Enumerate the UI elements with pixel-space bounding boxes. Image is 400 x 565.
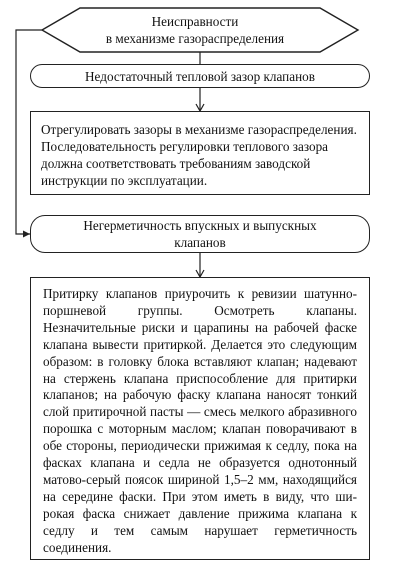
- fault-label-valve-leak: Негерметичность впускных и выпускных клапанов: [83, 218, 317, 250]
- fault-node-valve-leak: [30, 215, 370, 253]
- action-node-lapping: [30, 277, 370, 560]
- arrowhead-fault2: [23, 231, 30, 238]
- action-node-adjust-gaps: [30, 111, 370, 195]
- fault-node-thermal-gap: [30, 64, 370, 88]
- action-text-adjust-gaps: Отрегулировать зазоры в механизме газораспределения. Последовательность регулировки теплового зазора должна соответствовать требованиям заводской инструкции по эксплуатации.: [41, 122, 357, 188]
- action-text-lapping: Притирку клапанов приурочить к ревизии шатунно-поршневой группы. Осмотреть клапаны. Незначительные риски и царапины на рабочей фаске клапана вывести притиркой. Делается это следующим образом: в головку блока вставляют клапан; надевают на стержень клапана приспособление для притирки клапанов; на рабочую фаску клапана наносят тонкий слой притирочной пасты — смесь мелкого абразивного порошка с моторным маслом; клапан поворачивают в обе стороны, периодически прижимая к седлу, пока на фасках клапана и седла не образуется однотонный матово-серый поясок шириной 1,5–2 мм, находящийся на середине фаски. При этом иметь в виду, что широкая фаска снижает давление прижима клапана к седлу и тем самым нарушает герметичность соединения.: [43, 286, 357, 555]
- start-node: [60, 8, 330, 52]
- start-label: Неисправности в механизме газораспределения: [105, 14, 285, 46]
- fault-label-thermal-gap: Недостаточный тепловой зазор клапанов: [85, 68, 315, 84]
